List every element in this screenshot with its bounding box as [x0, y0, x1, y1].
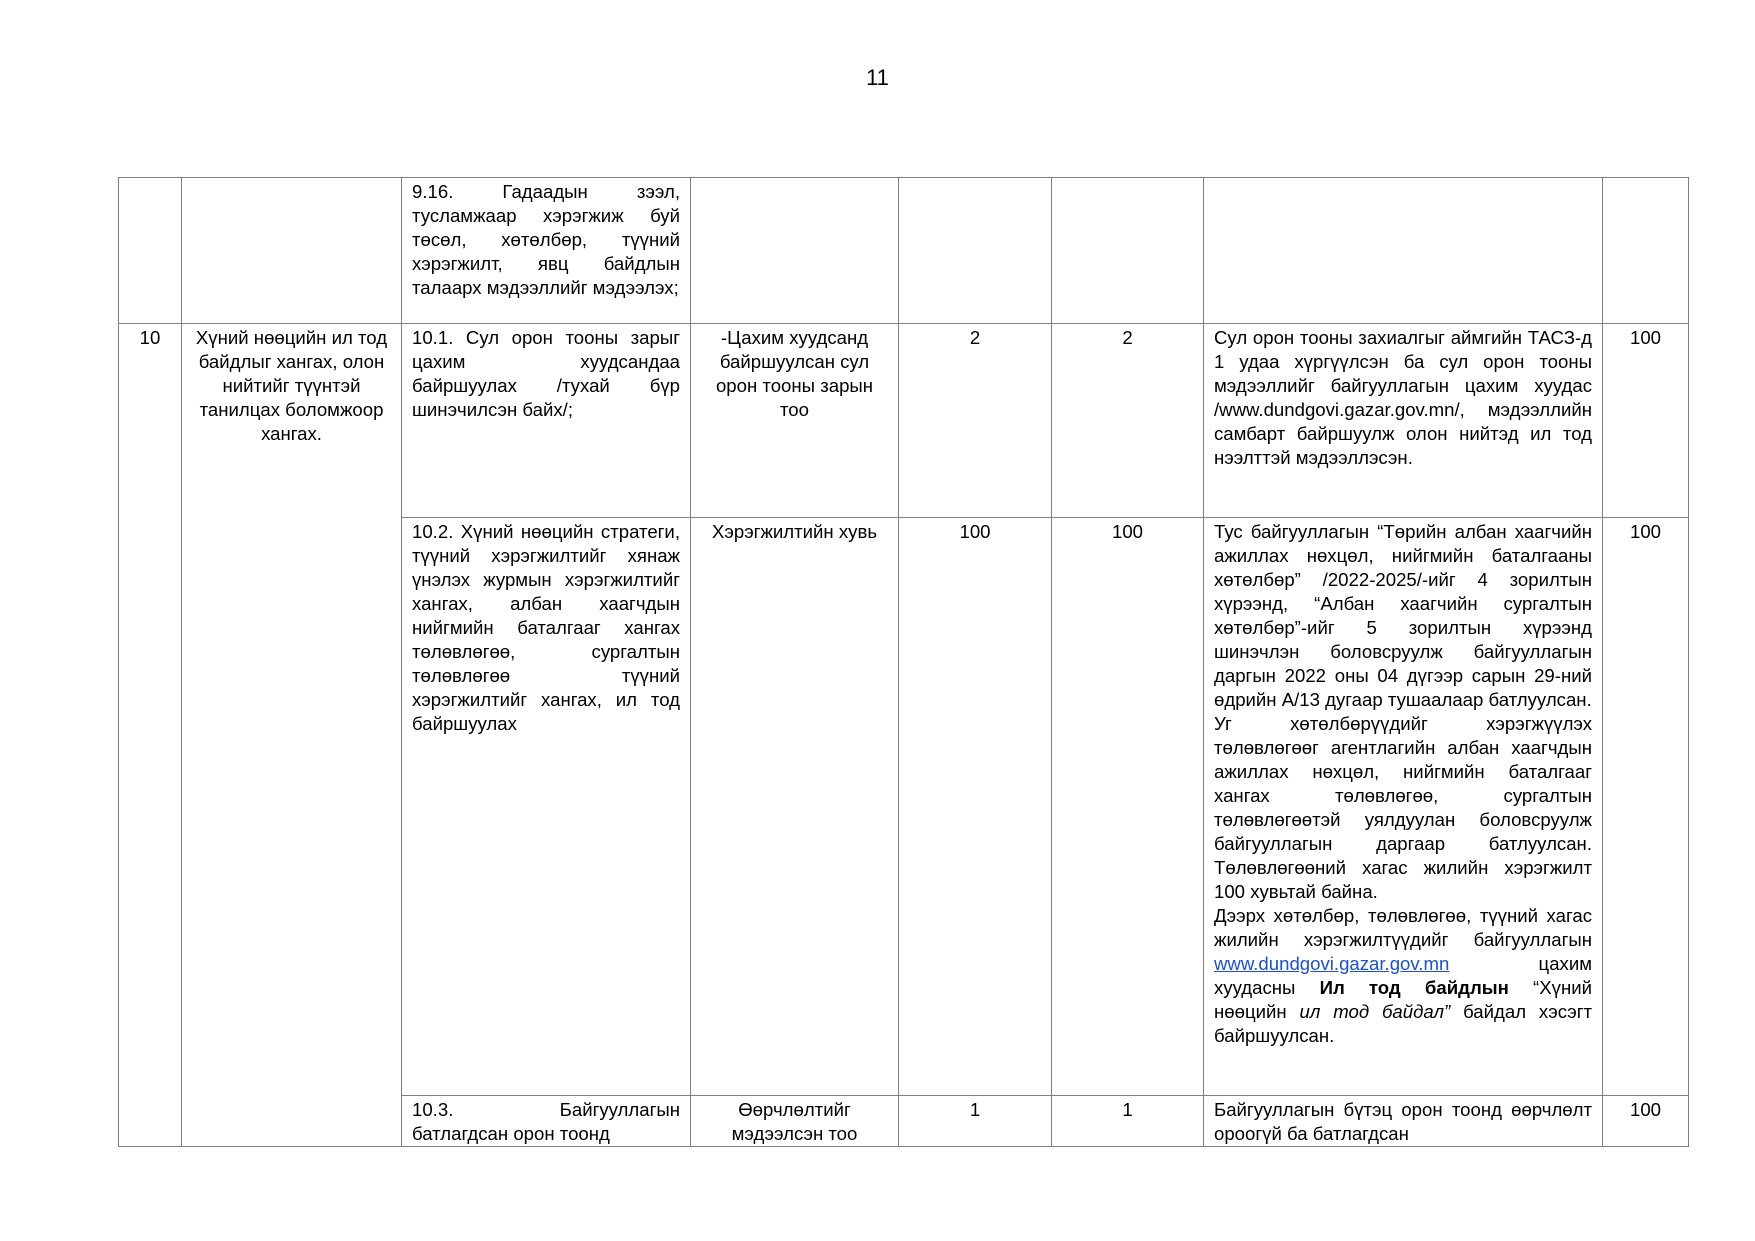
achieved-cell: [1052, 178, 1204, 324]
row-number-cell: [119, 178, 182, 324]
website-link[interactable]: www.dundgovi.gazar.gov.mn: [1214, 953, 1450, 974]
score-cell: [1603, 178, 1689, 324]
row-number-cell: 10: [119, 324, 182, 1147]
score-cell: 100: [1603, 518, 1689, 1096]
progress-text: Байгууллагын бүтэц орон тоонд өөрчлөлт ороогүй ба батлагдсан: [1214, 1099, 1592, 1144]
indicator-cell: -Цахим хуудсанд байршуулсан сул орон тооны зарын тоо: [691, 324, 899, 518]
target-cell: 100: [899, 518, 1052, 1096]
score-cell: 100: [1603, 324, 1689, 518]
progress-text: байдал хэсэгт байршуулсан.: [1214, 1001, 1592, 1046]
progress-paragraph: Уг хөтөлбөрүүдийг хэрэгжүүлэх төлөвлөгөөг агентлагийн албан хаагчдын ажиллах нөхцөл, нийгмийн баталгааг хангах төлөвлөгөө, сургалтын төлөвлөгөөтэй уялдуулан боловсруулж байгууллагын даргаар батлуулсан. Төлөвлөгөөний хагас жилийн хэрэгжилт 100 хувьтай байна.: [1214, 713, 1592, 902]
page-number: 11: [866, 65, 889, 90]
progress-text: Дээрх хөтөлбөр, төлөвлөгөө, түүний хагас жилийн хэрэгжилтүүдийг байгууллагын: [1214, 905, 1592, 950]
progress-cell: Сул орон тооны захиалгыг аймгийн ТАСЗ-д 1 удаа хүргүүлсэн ба сул орон тооны мэдээллийг байгууллагын цахим хуудас /www.dundgovi.gazar.gov.mn/, мэдээллийн самбарт байршуулж олон нийтэд ил тод нээлттэй мэдээллэсэн.: [1204, 324, 1603, 518]
score-cell: 100: [1603, 1096, 1689, 1147]
action-text: 10.3. Байгууллагын батлагдсан орон тоонд: [412, 1099, 680, 1144]
progress-cell: [1204, 1096, 1603, 1147]
achieved-cell: 100: [1052, 518, 1204, 1096]
table-row: [119, 324, 1689, 518]
action-cell: [402, 1096, 691, 1147]
target-cell: 1: [899, 1096, 1052, 1147]
target-cell: [899, 178, 1052, 324]
goal-cell: [182, 178, 402, 324]
table-row: [119, 178, 1689, 324]
transparency-section-name: Ил тод байдлын: [1319, 977, 1509, 998]
indicator-cell: Өөрчлөлтийг мэдээлсэн тоо: [691, 1096, 899, 1147]
indicator-cell: Хэрэгжилтийн хувь: [691, 518, 899, 1096]
action-cell: 10.2. Хүний нөөцийн стратеги, түүний хэрэгжилтийг хянаж үнэлэх журмын хэрэгжилтийг хангах, албан хаагчдын нийгмийн баталгааг хангах төлөвлөгөө, сургалтын төлөвлөгөө түүний хэрэгжилтийг хангах, ил тод байршуулах: [402, 518, 691, 1096]
report-table: [118, 177, 1689, 1147]
progress-text: “Хүний нөөцийн: [1214, 977, 1592, 1022]
action-cell: 10.1. Сул орон тооны зарыг цахим хуудсандаа байршуулах /тухай бүр шинэчилсэн байх/;: [402, 324, 691, 518]
progress-cell: [1204, 178, 1603, 324]
progress-paragraph: [1214, 904, 1592, 1048]
progress-cell: [1204, 518, 1603, 1096]
target-cell: 2: [899, 324, 1052, 518]
hr-transparency-label: ил тод байдал”: [1299, 1001, 1451, 1022]
progress-paragraph: Тус байгууллагын “Төрийн албан хаагчийн ажиллах нөхцөл, нийгмийн баталгааны хөтөлбөр” /2022-2025/-ийг 4 зорилтын хүрээнд, “Албан хаагчийн сургалтын хөтөлбөр”-ийг 5 зорилтын хүрээнд шинэчлэн боловсруулж байгууллагын даргын 2022 оны 04 дүгээр сарын 29-ний өдрийн А/13 дугаар тушаалаар батлуулсан.: [1214, 521, 1592, 710]
progress-text: цахим хуудасны: [1214, 953, 1592, 998]
goal-cell: Хүний нөөцийн ил тод байдлыг хангах, олон нийтийг түүнтэй танилцах боломжоор хангах.: [182, 324, 402, 1147]
achieved-cell: 1: [1052, 1096, 1204, 1147]
action-cell: 9.16. Гадаадын зээл, тусламжаар хэрэгжиж буй төсөл, хөтөлбөр, түүний хэрэгжилт, явц байдлын талаарх мэдээллийг мэдээлэх;: [402, 178, 691, 324]
achieved-cell: 2: [1052, 324, 1204, 518]
indicator-cell: [691, 178, 899, 324]
